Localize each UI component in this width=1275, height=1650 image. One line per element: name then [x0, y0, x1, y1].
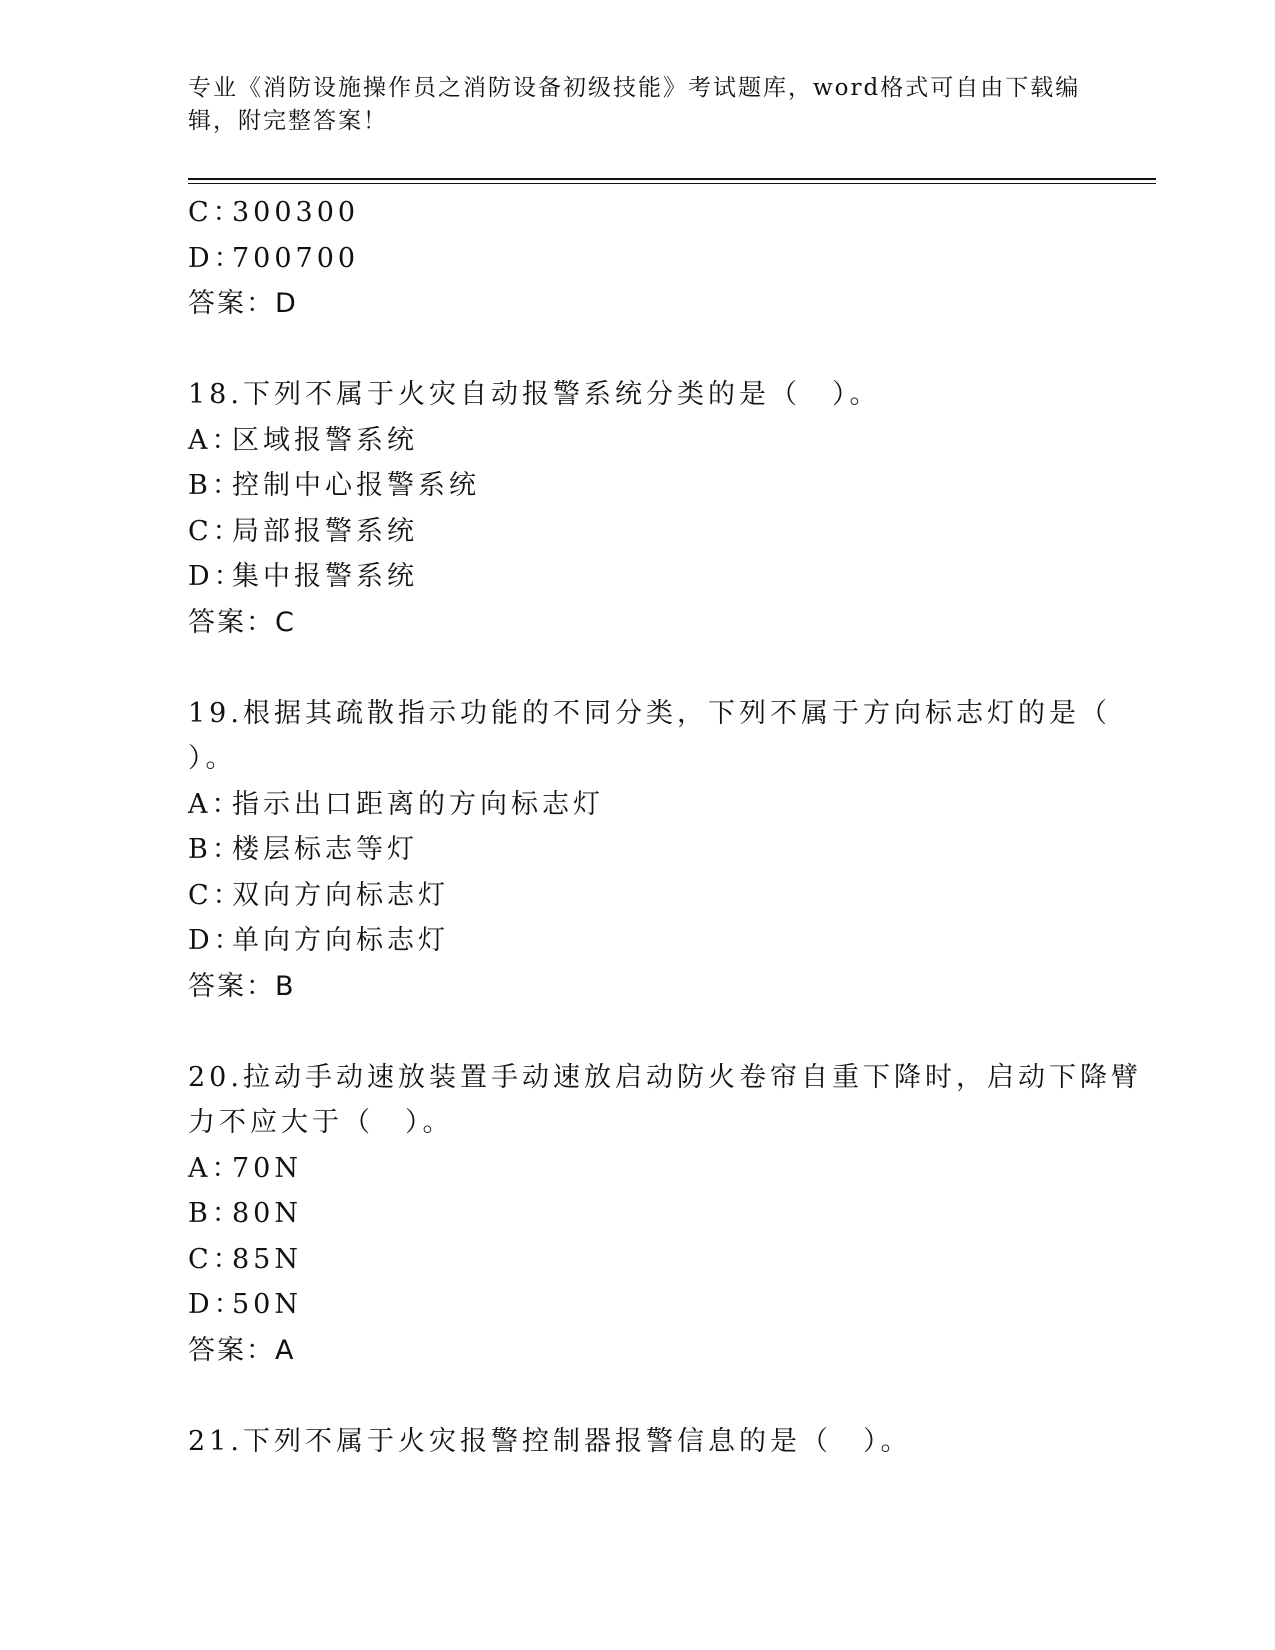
option-a: A：70N — [188, 1152, 302, 1184]
question-stem: 20.拉动手动速放装置手动速放启动防火卷帘自重下降时，启动下降臂 — [188, 1061, 1142, 1093]
option-b: B：楼层标志等灯 — [188, 834, 418, 865]
option-b: B：控制中心报警系统 — [188, 470, 480, 501]
option-d: D：700700 — [188, 242, 360, 274]
option-c: C：85N — [188, 1243, 302, 1275]
option-d: D：单向方向标志灯 — [188, 925, 449, 956]
question-19 — [188, 691, 1111, 1010]
option-a: A：指示出口距离的方向标志灯 — [188, 788, 604, 820]
answer-line: 答案：D — [188, 288, 298, 319]
header-title-line-1: 专业《消防设施操作员之消防设备初级技能》考试题库，word格式可自由下载编 — [188, 75, 1081, 101]
option-c: C：300300 — [188, 197, 360, 228]
answer-line: 答案：B — [188, 970, 296, 1002]
question-20 — [188, 1055, 1142, 1374]
option-d: D：集中报警系统 — [188, 561, 418, 592]
question-stem-continued: 力不应大于（ ）。 — [188, 1107, 454, 1138]
option-d: D：50N — [188, 1289, 302, 1320]
question-stem-continued: ）。 — [188, 743, 237, 774]
question-21 — [188, 1419, 1088, 1465]
header-title-line-2: 辑，附完整答案！ — [188, 108, 388, 134]
option-c: C：双向方向标志灯 — [188, 879, 449, 911]
answer-line: 答案：C — [188, 606, 296, 638]
question-17-continued — [188, 190, 1088, 327]
document-header — [188, 72, 1088, 138]
header-divider-thick — [188, 178, 1156, 180]
option-c: C：局部报警系统 — [188, 515, 418, 547]
question-stem: 19.根据其疏散指示功能的不同分类，下列不属于方向标志灯的是（ — [188, 697, 1111, 729]
answer-line: 答案：A — [188, 1334, 296, 1366]
question-stem: 21.下列不属于火灾报警控制器报警信息的是（ ）。 — [188, 1425, 912, 1457]
question-stem: 18.下列不属于火灾自动报警系统分类的是（ ）。 — [188, 379, 881, 410]
document-body — [188, 190, 1142, 1464]
question-18 — [188, 372, 1088, 645]
option-a: A：区域报警系统 — [188, 424, 418, 456]
option-b: B：80N — [188, 1198, 302, 1229]
header-divider-thin — [188, 183, 1156, 184]
